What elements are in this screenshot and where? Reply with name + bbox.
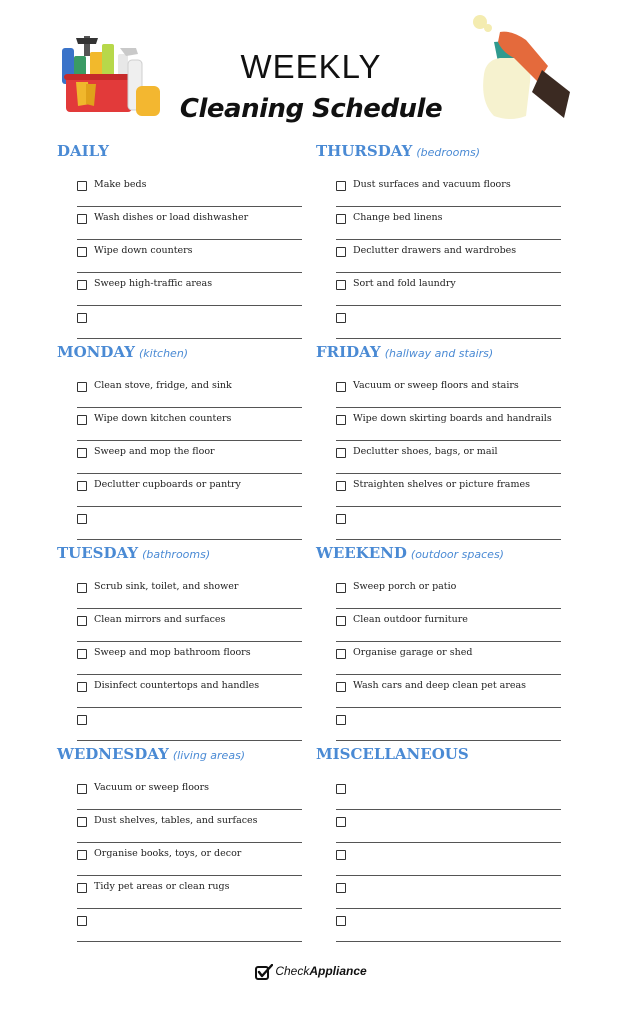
checkbox[interactable] bbox=[336, 415, 346, 425]
checklist-item-label: Wash dishes or load dishwasher bbox=[94, 212, 249, 223]
checklist-item-label: Make beds bbox=[94, 179, 147, 190]
checklist-item-label: Sort and fold laundry bbox=[353, 278, 456, 289]
checkbox[interactable] bbox=[336, 583, 346, 593]
checkbox[interactable] bbox=[336, 784, 346, 794]
section-title: DAILY bbox=[57, 142, 109, 160]
checklist-item[interactable] bbox=[77, 675, 302, 708]
section-title: WEDNESDAY bbox=[57, 745, 169, 763]
writing-line bbox=[336, 539, 561, 540]
checklist-item[interactable] bbox=[336, 174, 561, 207]
checkbox[interactable] bbox=[77, 181, 87, 191]
checklist-item[interactable] bbox=[77, 240, 302, 273]
checklist-item[interactable] bbox=[77, 273, 302, 306]
writing-line bbox=[77, 740, 302, 741]
checklist-item-label: Sweep and mop bathroom floors bbox=[94, 647, 251, 658]
checklist-item-label: Declutter drawers and wardrobes bbox=[353, 245, 517, 256]
checklist-item-label: Sweep and mop the floor bbox=[94, 446, 215, 457]
checklist-item[interactable] bbox=[77, 207, 302, 240]
checkbox[interactable] bbox=[77, 415, 87, 425]
checkbox[interactable] bbox=[77, 616, 87, 626]
brand-logo bbox=[0, 964, 622, 980]
checklist-item[interactable] bbox=[336, 207, 561, 240]
checklist-item-label: Sweep high-traffic areas bbox=[94, 278, 213, 289]
checkbox[interactable] bbox=[336, 850, 346, 860]
writing-line bbox=[77, 539, 302, 540]
checklist-item-label: Wipe down skirting boards and handrails bbox=[353, 413, 552, 424]
checklist-item-label: Dust surfaces and vacuum floors bbox=[353, 179, 511, 190]
section-friday bbox=[316, 340, 566, 540]
checklist-item[interactable] bbox=[336, 507, 561, 540]
checklist-item[interactable] bbox=[336, 777, 561, 810]
checkbox[interactable] bbox=[77, 583, 87, 593]
checklist-item[interactable] bbox=[77, 507, 302, 540]
checkbox[interactable] bbox=[336, 514, 346, 524]
checklist-item-label: Wash cars and deep clean pet areas bbox=[353, 680, 527, 691]
section-subtitle: (outdoor spaces) bbox=[410, 548, 504, 561]
checklist-item[interactable] bbox=[336, 876, 561, 909]
section-wednesday bbox=[57, 742, 307, 942]
checklist-item-label: Declutter shoes, bags, or mail bbox=[353, 446, 498, 457]
section-monday bbox=[57, 340, 307, 540]
checklist-item-label: Wipe down counters bbox=[94, 245, 193, 256]
checklist-item[interactable] bbox=[77, 843, 302, 876]
section-title: MONDAY bbox=[57, 343, 135, 361]
checklist-item[interactable] bbox=[336, 642, 561, 675]
checklist-item[interactable] bbox=[336, 576, 561, 609]
checklist-item[interactable] bbox=[336, 909, 561, 942]
section-title: WEEKEND bbox=[316, 544, 407, 562]
writing-line bbox=[336, 338, 561, 339]
checkmark-icon bbox=[255, 964, 273, 980]
section-daily bbox=[57, 139, 307, 339]
checklist-item[interactable] bbox=[77, 909, 302, 942]
checkbox[interactable] bbox=[77, 649, 87, 659]
checklist-item[interactable] bbox=[336, 474, 561, 507]
checklist-item[interactable] bbox=[77, 609, 302, 642]
section-tuesday bbox=[57, 541, 307, 741]
section-miscellaneous bbox=[316, 742, 566, 942]
checkbox[interactable] bbox=[336, 682, 346, 692]
checkbox[interactable] bbox=[336, 883, 346, 893]
checkbox[interactable] bbox=[77, 883, 87, 893]
checkbox[interactable] bbox=[336, 247, 346, 257]
section-weekend bbox=[316, 541, 566, 741]
checklist-item-label: Vacuum or sweep floors bbox=[94, 782, 210, 793]
checklist-item-label: Organise garage or shed bbox=[353, 647, 473, 658]
section-title: FRIDAY bbox=[316, 343, 381, 361]
checklist-item[interactable] bbox=[336, 408, 561, 441]
checkbox[interactable] bbox=[77, 784, 87, 794]
checkbox[interactable] bbox=[77, 916, 87, 926]
brand-name-appliance: Appliance bbox=[309, 964, 367, 979]
checklist-item[interactable] bbox=[336, 810, 561, 843]
checkbox[interactable] bbox=[336, 280, 346, 290]
checklist-item-label: Declutter cupboards or pantry bbox=[94, 479, 241, 490]
checklist-item[interactable] bbox=[77, 441, 302, 474]
checkbox[interactable] bbox=[336, 214, 346, 224]
checklist-item-label: Organise books, toys, or decor bbox=[94, 848, 242, 859]
checklist-item-label: Tidy pet areas or clean rugs bbox=[94, 881, 230, 892]
checkbox[interactable] bbox=[336, 382, 346, 392]
checklist-item[interactable] bbox=[77, 876, 302, 909]
checklist-item-label: Scrub sink, toilet, and shower bbox=[94, 581, 239, 592]
checklist-item-label: Change bed linens bbox=[353, 212, 443, 223]
cleaning-supplies-illustration bbox=[58, 34, 164, 118]
section-subtitle: (bedrooms) bbox=[416, 146, 481, 159]
checklist-item[interactable] bbox=[336, 675, 561, 708]
checklist-item[interactable] bbox=[77, 642, 302, 675]
section-thursday bbox=[316, 139, 566, 339]
writing-line bbox=[77, 338, 302, 339]
checkbox[interactable] bbox=[77, 514, 87, 524]
section-header bbox=[57, 742, 307, 766]
checkbox[interactable] bbox=[77, 280, 87, 290]
section-header bbox=[316, 340, 566, 364]
checklist-item[interactable] bbox=[336, 843, 561, 876]
checklist-item[interactable] bbox=[77, 174, 302, 207]
checklist-item[interactable] bbox=[77, 708, 302, 741]
checklist-item[interactable] bbox=[336, 441, 561, 474]
checklist-item-label: Straighten shelves or picture frames bbox=[353, 479, 530, 490]
checklist-item-label: Vacuum or sweep floors and stairs bbox=[353, 380, 519, 391]
checkbox[interactable] bbox=[336, 649, 346, 659]
checklist-item[interactable] bbox=[77, 777, 302, 810]
checklist-item[interactable] bbox=[77, 375, 302, 408]
checklist-item[interactable] bbox=[336, 240, 561, 273]
checkbox[interactable] bbox=[77, 313, 87, 323]
checkbox[interactable] bbox=[336, 715, 346, 725]
checklist-item[interactable] bbox=[77, 810, 302, 843]
checkbox[interactable] bbox=[77, 448, 87, 458]
checkbox[interactable] bbox=[336, 481, 346, 491]
checklist-item[interactable] bbox=[77, 408, 302, 441]
checkbox[interactable] bbox=[77, 850, 87, 860]
section-subtitle: (bathrooms) bbox=[142, 548, 211, 561]
checkbox[interactable] bbox=[77, 817, 87, 827]
checklist-item[interactable] bbox=[336, 375, 561, 408]
section-title: TUESDAY bbox=[57, 544, 139, 562]
checklist-item-label: Wipe down kitchen counters bbox=[94, 413, 232, 424]
section-header bbox=[316, 742, 566, 766]
section-header bbox=[57, 541, 307, 565]
spray-bottle-hand-illustration bbox=[470, 12, 574, 124]
checklist-item-label: Disinfect countertops and handles bbox=[94, 680, 260, 691]
writing-line bbox=[77, 941, 302, 942]
checklist-item[interactable] bbox=[77, 474, 302, 507]
checkbox[interactable] bbox=[77, 715, 87, 725]
writing-line bbox=[336, 740, 561, 741]
checkbox[interactable] bbox=[77, 481, 87, 491]
section-header bbox=[316, 541, 566, 565]
checklist-item[interactable] bbox=[77, 576, 302, 609]
checklist-item[interactable] bbox=[336, 306, 561, 339]
checkbox[interactable] bbox=[336, 181, 346, 191]
checkbox[interactable] bbox=[336, 817, 346, 827]
brand-name-check: Check bbox=[275, 964, 310, 979]
checklist-item[interactable] bbox=[336, 273, 561, 306]
section-title: MISCELLANEOUS bbox=[316, 745, 469, 763]
page-title-weekly: WEEKLY bbox=[240, 48, 382, 85]
writing-line bbox=[336, 941, 561, 942]
section-header bbox=[57, 340, 307, 364]
checklist-item-label: Sweep porch or patio bbox=[353, 581, 457, 592]
checkbox[interactable] bbox=[336, 916, 346, 926]
checkbox[interactable] bbox=[77, 382, 87, 392]
checklist-item-label: Clean mirrors and surfaces bbox=[94, 614, 226, 625]
checkbox[interactable] bbox=[77, 247, 87, 257]
section-title: THURSDAY bbox=[316, 142, 413, 160]
section-subtitle: (living areas) bbox=[172, 749, 246, 762]
page-title-cleaning-schedule: Cleaning Schedule bbox=[179, 94, 443, 124]
section-subtitle: (kitchen) bbox=[139, 347, 189, 360]
section-subtitle: (hallway and stairs) bbox=[384, 347, 494, 360]
checkbox[interactable] bbox=[336, 616, 346, 626]
section-header bbox=[316, 139, 566, 163]
checklist-item[interactable] bbox=[336, 708, 561, 741]
checklist-item[interactable] bbox=[77, 306, 302, 339]
checklist-item-label: Clean stove, fridge, and sink bbox=[94, 380, 232, 391]
checkbox[interactable] bbox=[77, 682, 87, 692]
checklist-item-label: Clean outdoor furniture bbox=[353, 614, 468, 625]
checkbox[interactable] bbox=[336, 448, 346, 458]
checkbox[interactable] bbox=[77, 214, 87, 224]
checklist-item[interactable] bbox=[336, 609, 561, 642]
checklist-item-label: Dust shelves, tables, and surfaces bbox=[94, 815, 258, 826]
checkbox[interactable] bbox=[336, 313, 346, 323]
section-header bbox=[57, 139, 307, 163]
